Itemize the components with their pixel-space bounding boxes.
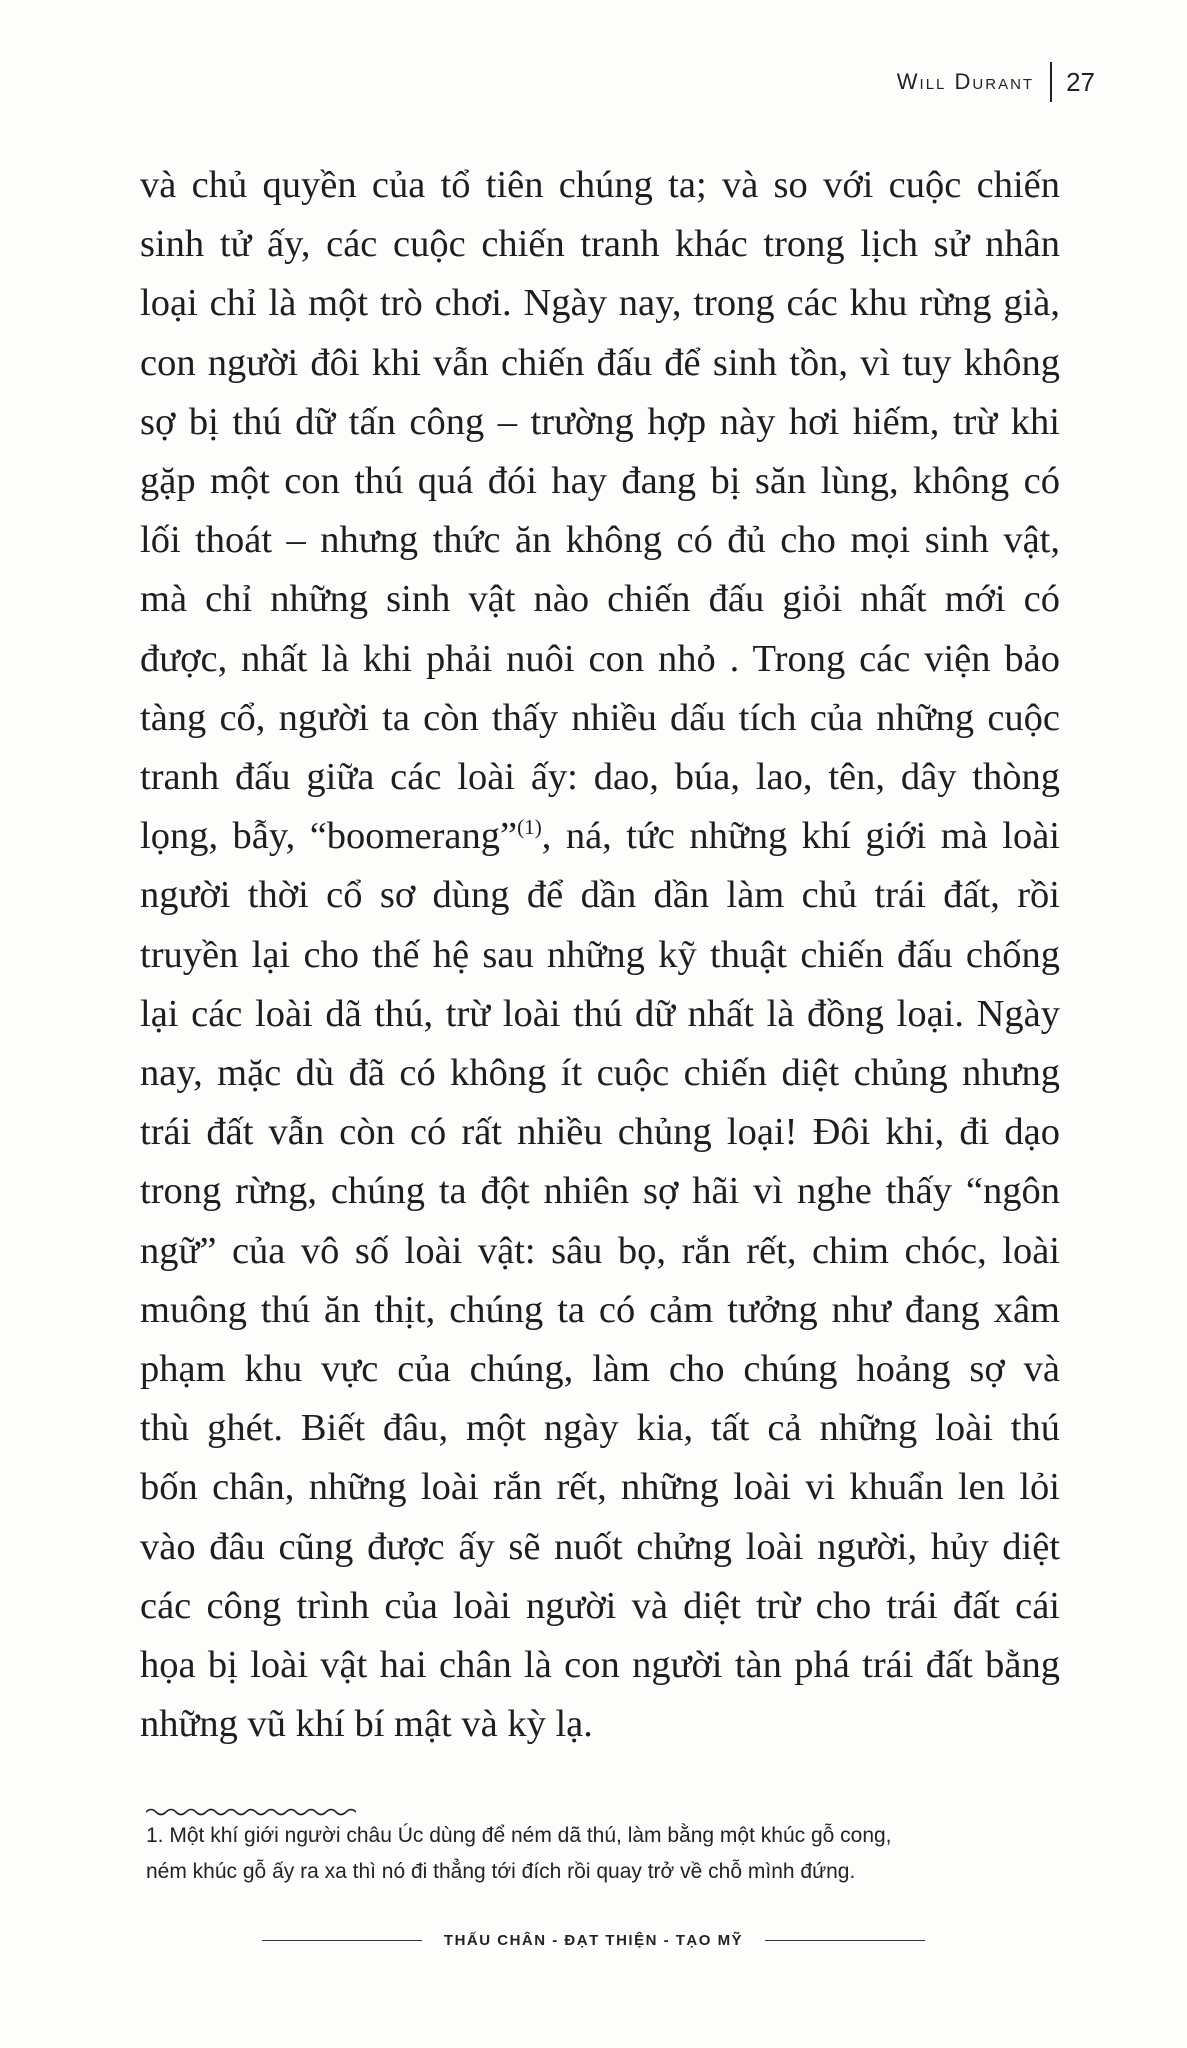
text-line: nay, mặc dù đã có không ít cuộc chiến diệt chủng nhưng <box>140 1052 1060 1095</box>
text-line: truyền lại cho thế hệ sau những kỹ thuật chiến đấu chống <box>140 933 1060 976</box>
footnote-line: ném khúc gỗ ấy ra xa thì nó đi thẳng tới đích rồi quay trở về chỗ mình đứng. <box>146 1860 856 1883</box>
footnote-line: 1. Một khí giới người châu Úc dùng để ném dã thú, làm bằng một khúc gỗ cong, <box>146 1824 892 1847</box>
text-line: các công trình của loài người và diệt trừ cho trái đất cái <box>140 1584 1060 1627</box>
text-line: họa bị loài vật hai chân là con người tàn phá trái đất bằng <box>140 1644 1060 1687</box>
footnote-reference: (1) <box>517 815 542 840</box>
text-line: trong rừng, chúng ta đột nhiên sợ hãi vì nghe thấy “ngôn <box>140 1170 1060 1213</box>
text-line: lại các loài dã thú, trừ loài thú dữ nhất là đồng loại. Ngày <box>140 992 1060 1035</box>
footnote-wavy-rule <box>146 1806 356 1818</box>
page-number: 27 <box>1066 66 1095 97</box>
header-divider <box>1050 62 1052 102</box>
footnote <box>146 1818 1066 1890</box>
running-header <box>897 62 1095 102</box>
footer-motto: THẤU CHÂN - ĐẠT THIỆN - TẠO MỸ <box>443 1932 744 1949</box>
page-footer <box>0 1932 1187 1949</box>
text-line: muông thú ăn thịt, chúng ta có cảm tưởng như đang xâm <box>140 1288 1060 1331</box>
footer-rule-right <box>765 1940 925 1942</box>
footer-rule-left <box>262 1940 422 1942</box>
header-author: Will Durant <box>896 69 1035 94</box>
text-line: mà chỉ những sinh vật nào chiến đấu giỏi nhất mới có <box>140 578 1060 621</box>
text-line: sinh tử ấy, các cuộc chiến tranh khác trong lịch sử nhân <box>140 223 1060 266</box>
text-line: tranh đấu giữa các loài ấy: dao, búa, lao, tên, dây thòng <box>140 756 1060 799</box>
text-line: sợ bị thú dữ tấn công – trường hợp này hơi hiếm, trừ khi <box>140 400 1060 443</box>
text-line: gặp một con thú quá đói hay đang bị săn lùng, không có <box>140 460 1060 503</box>
text-line: trái đất vẫn còn có rất nhiều chủng loại! Đôi khi, đi dạo <box>140 1111 1060 1154</box>
text-segment: , ná, tức những khí giới mà loài <box>541 815 1061 858</box>
text-line: thù ghét. Biết đâu, một ngày kia, tất cả những loài thú <box>140 1407 1060 1450</box>
text-line: được, nhất là khi phải nuôi con nhỏ . Trong các viện bảo <box>140 637 1060 680</box>
text-line-with-note <box>140 807 1060 866</box>
text-line-last: những vũ khí bí mật và kỳ lạ. <box>140 1703 593 1746</box>
text-line: vào đâu cũng được ấy sẽ nuốt chửng loài người, hủy diệt <box>140 1525 1060 1568</box>
text-line: tàng cổ, người ta còn thấy nhiều dấu tích của những cuộc <box>140 696 1060 739</box>
text-segment: lọng, bẫy, “boomerang” <box>140 815 518 858</box>
text-line: phạm khu vực của chúng, làm cho chúng hoảng sợ và <box>140 1348 1060 1391</box>
text-line: lối thoát – nhưng thức ăn không có đủ cho mọi sinh vật, <box>140 519 1060 562</box>
text-line: con người đôi khi vẫn chiến đấu để sinh tồn, vì tuy không <box>140 341 1060 384</box>
text-line: và chủ quyền của tổ tiên chúng ta; và so với cuộc chiến <box>140 164 1060 206</box>
text-line: loại chỉ là một trò chơi. Ngày nay, trong các khu rừng già, <box>140 282 1060 325</box>
text-line: người thời cổ sơ dùng để dần dần làm chủ trái đất, rồi <box>140 874 1060 917</box>
body-text <box>140 156 1060 1754</box>
text-line: ngữ” của vô số loài vật: sâu bọ, rắn rết, chim chóc, loài <box>140 1229 1060 1272</box>
text-line: bốn chân, những loài rắn rết, những loài vi khuẩn len lỏi <box>140 1466 1060 1509</box>
